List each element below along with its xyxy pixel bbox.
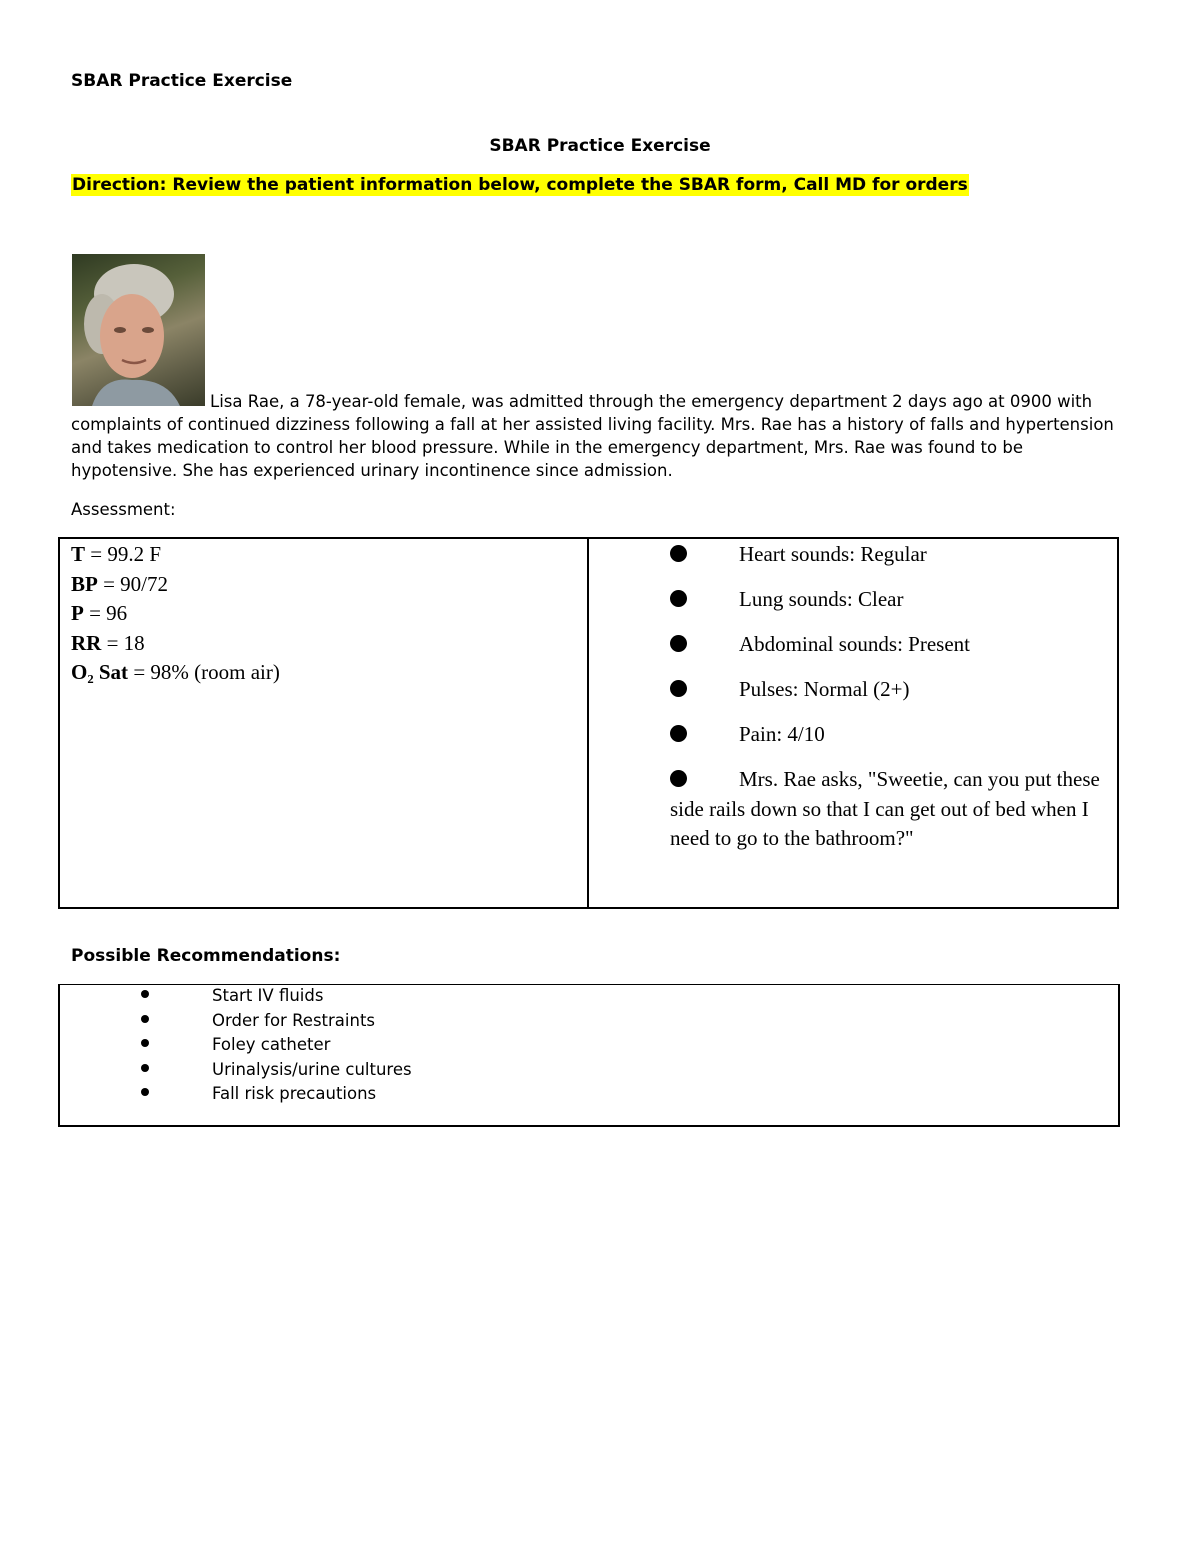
- page-header-title: SBAR Practice Exercise: [71, 71, 293, 91]
- bullet-icon: [670, 545, 687, 562]
- recommendations-list: [141, 984, 412, 1107]
- vital-oxygen-saturation: O₂ Sat = 98% (room air): [71, 660, 280, 684]
- list-item: Abdominal sounds: Present: [670, 630, 1100, 660]
- bullet-icon: [670, 770, 687, 787]
- list-item: Fall risk precautions: [141, 1082, 412, 1107]
- bullet-icon: [670, 725, 687, 742]
- vitals-cell: [71, 540, 280, 688]
- list-item: Pain: 4/10: [670, 720, 1100, 750]
- list-item: Urinalysis/urine cultures: [141, 1058, 412, 1083]
- exam-findings-cell: [670, 540, 1100, 869]
- vital-respiratory-rate: RR = 18: [71, 630, 145, 655]
- list-item: Order for Restraints: [141, 1009, 412, 1034]
- list-item: Mrs. Rae asks, "Sweetie, can you put these side rails down so that I can get out of bed when I need to go to the bathroom?": [670, 767, 1100, 850]
- bullet-icon: [141, 1039, 149, 1047]
- list-item: Pulses: Normal (2+): [670, 675, 1100, 705]
- bullet-icon: [670, 635, 687, 652]
- assessment-label: Assessment:: [71, 500, 176, 519]
- bullet-icon: [141, 990, 149, 998]
- bullet-icon: [141, 1064, 149, 1072]
- assessment-table-divider: [587, 537, 589, 907]
- bullet-icon: [670, 680, 687, 697]
- vital-blood-pressure: BP = 90/72: [71, 571, 169, 596]
- patient-photo: [72, 254, 205, 406]
- recommendations-label: Possible Recommendations:: [71, 946, 341, 966]
- direction-text: Direction: Review the patient information below, complete the SBAR form, Call MD for orders: [72, 175, 968, 195]
- vital-temperature: T = 99.2 F: [71, 542, 162, 566]
- bullet-icon: [141, 1088, 149, 1096]
- patient-intro-paragraph: Lisa Rae, a 78-year-old female, was admitted through the emergency department 2 days ago at 0900 with complaints of continued dizziness following a fall at her assisted living facility. Mrs. Rae has a history of falls and hypertension and takes medication to control her blood pressure. While in the emergency department, Mrs. Rae was found to be hypotensive. She has experienced urinary incontinence since admission.: [71, 392, 1114, 480]
- vital-pulse: P = 96: [71, 601, 128, 625]
- list-item: Heart sounds: Regular: [670, 540, 1100, 570]
- bullet-icon: [141, 1015, 149, 1023]
- list-item: Lung sounds: Clear: [670, 585, 1100, 615]
- bullet-icon: [670, 590, 687, 607]
- list-item: Foley catheter: [141, 1033, 412, 1058]
- document-title: SBAR Practice Exercise: [489, 136, 711, 156]
- list-item: Start IV fluids: [141, 984, 412, 1009]
